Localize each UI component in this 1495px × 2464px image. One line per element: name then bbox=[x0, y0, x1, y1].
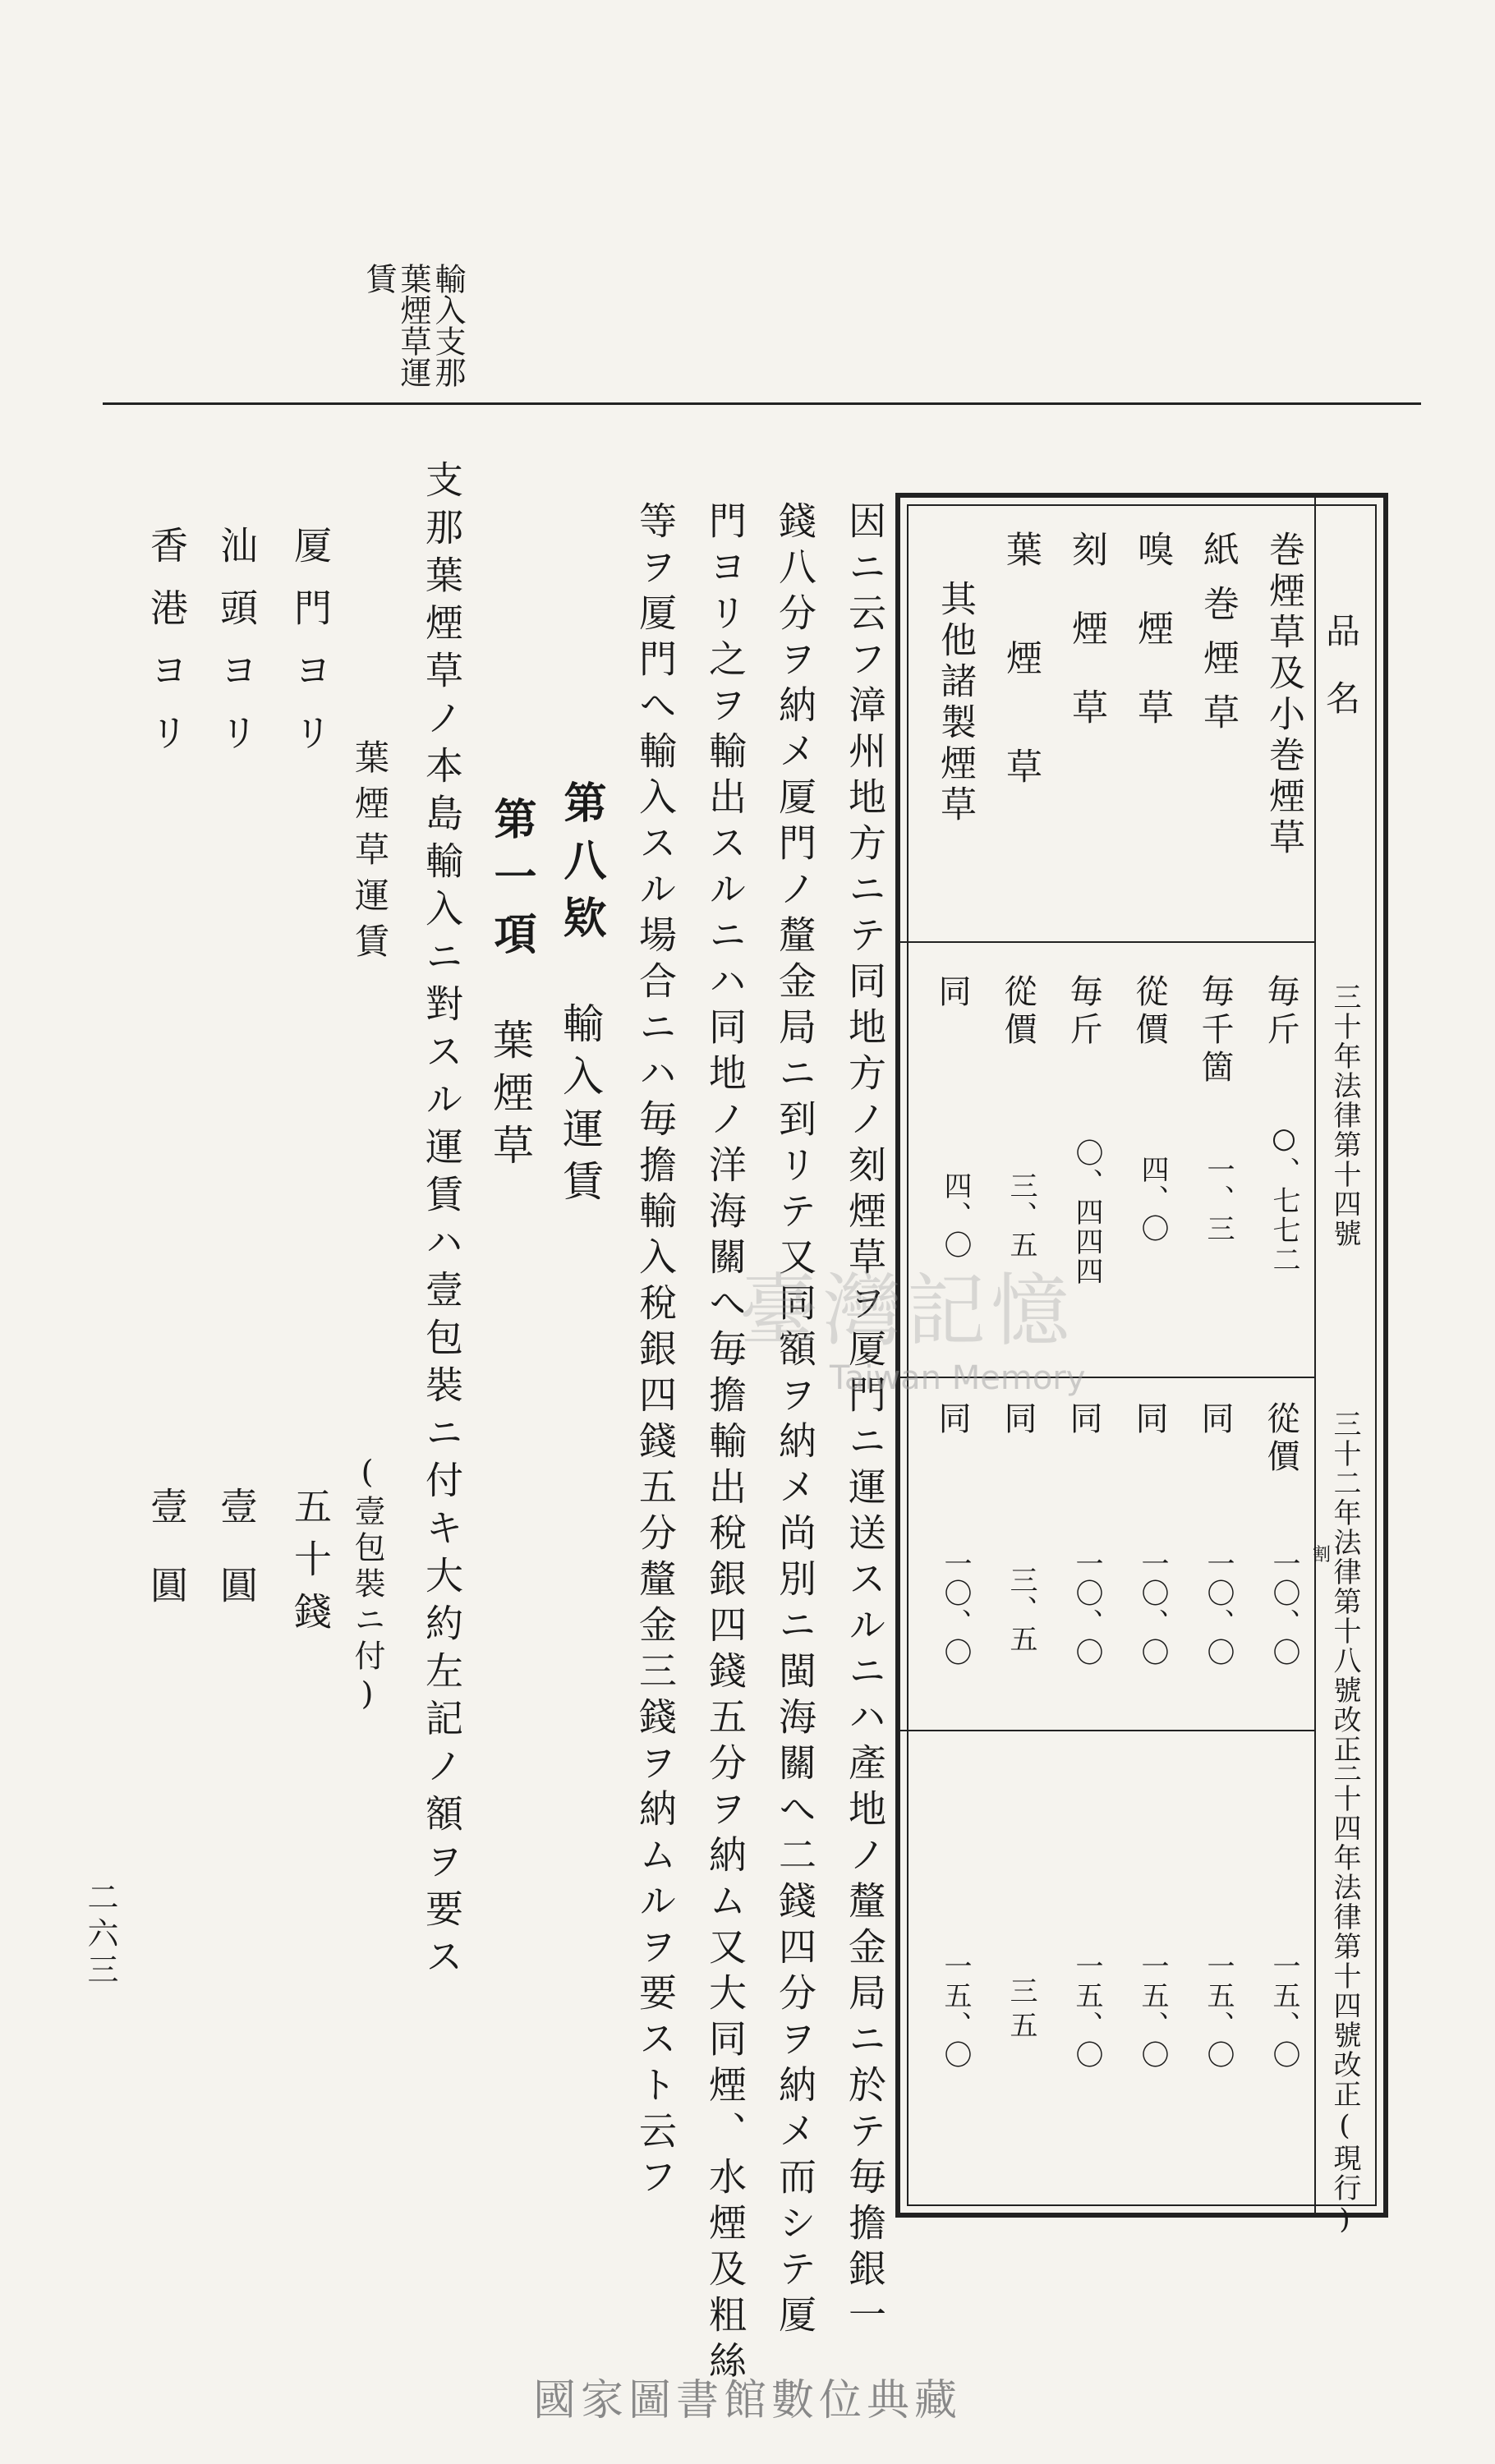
row-v2b: 一〇、〇 bbox=[1070, 1549, 1103, 1667]
subsection-title: 葉煙草 bbox=[486, 1018, 534, 1176]
row-unit: 同 bbox=[933, 974, 971, 1012]
row-v3: 一五、〇 bbox=[1136, 1951, 1169, 2070]
row-v3: 一五、〇 bbox=[1070, 1951, 1103, 2070]
paragraph-line-2: 錢八分ヲ納メ厦門ノ釐金局ニ到リテ又同額ヲ納メ尚別ニ閩海關へ二錢四分ヲ納メ而シテ厦 bbox=[773, 501, 817, 2341]
row-unit: 從價 bbox=[999, 974, 1037, 1050]
row-v2: 從價 bbox=[1262, 1401, 1300, 1477]
header-law-32: 三十二年法律第十八號改正 bbox=[1328, 1409, 1361, 1764]
row-v1: 四、〇 bbox=[939, 1171, 972, 1260]
row-v1: 一、三 bbox=[1202, 1155, 1235, 1243]
row-v2b: 一〇、〇 bbox=[1267, 1549, 1300, 1667]
freight-unit-note: (壹包裝ニ付) bbox=[349, 1454, 385, 1717]
row-item: 刻煙草 bbox=[1065, 531, 1107, 767]
row-v2b: 一〇、〇 bbox=[1202, 1549, 1235, 1667]
row-v3: 一五、〇 bbox=[1267, 1951, 1300, 2070]
freight-from: 厦門ヨリ bbox=[288, 526, 333, 775]
row-v2b: 一〇、〇 bbox=[1136, 1549, 1169, 1667]
row-item: 紙巻煙草 bbox=[1197, 531, 1239, 747]
row-v2: 同 bbox=[1196, 1401, 1234, 1439]
row-v1: ○、七七二 bbox=[1267, 1122, 1300, 1275]
row-v2b: 一〇、〇 bbox=[939, 1549, 972, 1667]
table-header-column bbox=[1314, 498, 1383, 2237]
header-item: 品名 bbox=[1321, 613, 1361, 747]
freight-rate: 壹圓 bbox=[214, 1487, 259, 1644]
page-number: 二六三 bbox=[82, 1881, 118, 1989]
row-item: 嗅煙草 bbox=[1131, 531, 1173, 767]
table-sep-1 bbox=[900, 941, 1316, 943]
side-heading: 輸入支那葉煙草運賃 bbox=[361, 263, 466, 388]
section-title: 輸入運賃 bbox=[556, 1002, 604, 1212]
subsection-label: 第一項 bbox=[486, 797, 536, 969]
section-label: 第八欵 bbox=[556, 780, 606, 953]
row-v3: 一五、〇 bbox=[939, 1951, 972, 2070]
freight-from: 香港ヨリ bbox=[145, 526, 189, 775]
row-v1: 三、五 bbox=[1005, 1171, 1037, 1260]
row-v3: 一五、〇 bbox=[1202, 1951, 1235, 2070]
row-v1: 四、〇 bbox=[1136, 1155, 1169, 1243]
table-sep-3 bbox=[900, 1730, 1316, 1731]
paragraph-line-3: 門ヨリ之ヲ輸出スルニハ同地ノ洋海關へ毎擔輸出稅銀四錢五分ヲ納ム又大同煙、水煙及粗絲 bbox=[703, 501, 748, 2387]
watermark-en: Taiwan Memory bbox=[830, 1359, 1086, 1397]
header-rule bbox=[103, 402, 1421, 405]
watermark: 臺灣記憶 bbox=[739, 1265, 1074, 1357]
freight-rate: 五十錢 bbox=[288, 1487, 333, 1644]
row-v2: 同 bbox=[999, 1401, 1037, 1439]
header-law-34: 三十四年法律第十四號改正(現行) bbox=[1328, 1754, 1361, 2237]
freight-text: 支那葉煙草ノ本島輸入ニ對スル運賃ハ壹包裝ニ付キ大約左記ノ額ヲ要ス bbox=[420, 460, 464, 1984]
row-unit: 毎斤 bbox=[1065, 974, 1102, 1050]
row-v2: 同 bbox=[1065, 1401, 1102, 1439]
freight-from: 汕頭ヨリ bbox=[214, 526, 259, 775]
freight-label: 葉煙草運賃 bbox=[350, 739, 390, 969]
row-v2: 同 bbox=[933, 1401, 971, 1439]
paragraph-line-1: 因ニ云フ漳州地方ニテ同地方ノ刻煙草ヲ厦門ニ運送スルニハ產地ノ釐金局ニ於テ毎擔銀一 bbox=[843, 501, 887, 2341]
header-law-30: 三十年法律第十四號 bbox=[1328, 982, 1361, 1248]
row-v3: 三五 bbox=[1005, 1976, 1037, 2045]
row-item: 巻煙草及小巻煙草 bbox=[1263, 531, 1304, 859]
row-item: 其他諸製煙草 bbox=[934, 580, 976, 826]
row-v1: 〇、四四四 bbox=[1070, 1138, 1103, 1286]
row-unit: 從價 bbox=[1130, 974, 1168, 1050]
row-unit: 毎斤 bbox=[1262, 974, 1300, 1050]
paragraph-line-4: 等ヲ厦門へ輸入スル場合ニハ毎擔輸入稅銀四錢五分釐金三錢ヲ納ムルヲ要スト云フ bbox=[633, 501, 678, 2203]
row-unit: 毎千箇 bbox=[1196, 974, 1234, 1087]
row-v2: 同 bbox=[1130, 1401, 1168, 1439]
freight-rate: 壹圓 bbox=[145, 1487, 189, 1644]
footer-credit: 國家圖書館數位典藏 bbox=[532, 2376, 962, 2425]
wari-marker: 割 bbox=[1312, 1545, 1334, 1565]
row-item: 葉煙草 bbox=[1000, 531, 1042, 856]
row-v2b: 三、五 bbox=[1005, 1565, 1037, 1654]
